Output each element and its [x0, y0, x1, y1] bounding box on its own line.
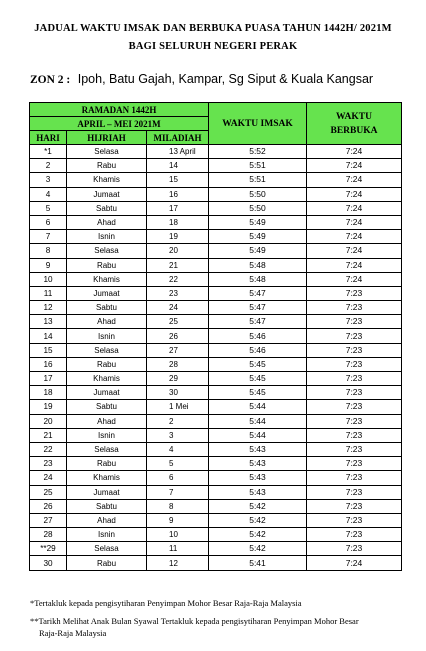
row-berbuka-time: 7:23	[307, 513, 402, 527]
header-hari: HARI	[30, 131, 67, 145]
row-imsak-time: 5:49	[209, 215, 307, 229]
table-row	[30, 315, 402, 329]
row-berbuka-time: 7:23	[307, 471, 402, 485]
row-number: **29	[30, 542, 67, 556]
row-date: 22	[147, 272, 209, 286]
row-day: Jumaat	[67, 187, 147, 201]
row-date: 18	[147, 215, 209, 229]
table-row	[30, 414, 402, 428]
row-date: 12	[147, 556, 209, 570]
header-month: APRIL – MEI 2021M	[30, 117, 209, 131]
row-number: *1	[30, 145, 67, 159]
row-berbuka-time: 7:23	[307, 414, 402, 428]
table-row	[30, 173, 402, 187]
row-number: 14	[30, 329, 67, 343]
row-date: 14	[147, 159, 209, 173]
table-row	[30, 386, 402, 400]
table-row	[30, 329, 402, 343]
row-day: Selasa	[67, 343, 147, 357]
row-imsak-time: 5:43	[209, 485, 307, 499]
table-row	[30, 286, 402, 300]
table-row	[30, 201, 402, 215]
row-number: 18	[30, 386, 67, 400]
row-number: 6	[30, 215, 67, 229]
row-imsak-time: 5:49	[209, 244, 307, 258]
row-number: 27	[30, 513, 67, 527]
row-date: 9	[147, 513, 209, 527]
row-number: 24	[30, 471, 67, 485]
table-row	[30, 215, 402, 229]
row-day: Jumaat	[67, 485, 147, 499]
row-date: 21	[147, 258, 209, 272]
row-berbuka-time: 7:23	[307, 286, 402, 300]
row-day: Sabtu	[67, 301, 147, 315]
row-day: Khamis	[67, 272, 147, 286]
row-day: Khamis	[67, 471, 147, 485]
row-date: 15	[147, 173, 209, 187]
row-number: 7	[30, 230, 67, 244]
row-date: 24	[147, 301, 209, 315]
row-date: 7	[147, 485, 209, 499]
row-imsak-time: 5:48	[209, 258, 307, 272]
table-row	[30, 343, 402, 357]
row-day: Selasa	[67, 244, 147, 258]
zone-places: Ipoh, Batu Gajah, Kampar, Sg Siput & Kuala Kangsar	[77, 72, 374, 86]
footnote-2-line1: **Tarikh Melihat Anak Bulan Syawal Tertakluk kepada pengisytiharan Penyimpan Mohor Besar	[30, 616, 359, 626]
row-number: 28	[30, 528, 67, 542]
row-number: 25	[30, 485, 67, 499]
row-berbuka-time: 7:23	[307, 457, 402, 471]
row-berbuka-time: 7:24	[307, 145, 402, 159]
row-date: 20	[147, 244, 209, 258]
row-imsak-time: 5:46	[209, 329, 307, 343]
table-row	[30, 513, 402, 527]
row-day: Sabtu	[67, 400, 147, 414]
row-date: 25	[147, 315, 209, 329]
row-number: 21	[30, 428, 67, 442]
row-date: 2	[147, 414, 209, 428]
table-row	[30, 457, 402, 471]
row-number: 3	[30, 173, 67, 187]
row-number: 8	[30, 244, 67, 258]
row-day: Ahad	[67, 414, 147, 428]
row-day: Jumaat	[67, 386, 147, 400]
row-number: 11	[30, 286, 67, 300]
row-number: 26	[30, 499, 67, 513]
row-number: 2	[30, 159, 67, 173]
row-imsak-time: 5:44	[209, 414, 307, 428]
table-row	[30, 187, 402, 201]
row-imsak-time: 5:46	[209, 343, 307, 357]
row-berbuka-time: 7:24	[307, 230, 402, 244]
row-berbuka-time: 7:24	[307, 244, 402, 258]
row-day: Isnin	[67, 428, 147, 442]
row-day: Selasa	[67, 145, 147, 159]
row-berbuka-time: 7:23	[307, 301, 402, 315]
row-imsak-time: 5:44	[209, 428, 307, 442]
row-number: 4	[30, 187, 67, 201]
row-day: Rabu	[67, 258, 147, 272]
footnote-1: *Tertakluk kepada pengisytiharan Penyimpan Mohor Besar Raja-Raja Malaysia	[30, 598, 302, 608]
row-date: 3	[147, 428, 209, 442]
row-day: Rabu	[67, 357, 147, 371]
row-number: 23	[30, 457, 67, 471]
row-berbuka-time: 7:23	[307, 329, 402, 343]
row-date: 10	[147, 528, 209, 542]
row-day: Rabu	[67, 457, 147, 471]
table-row	[30, 244, 402, 258]
row-day: Sabtu	[67, 499, 147, 513]
document-subtitle: BAGI SELURUH NEGERI PERAK	[128, 41, 298, 52]
row-date: 23	[147, 286, 209, 300]
table-row	[30, 499, 402, 513]
table-row	[30, 428, 402, 442]
row-imsak-time: 5:47	[209, 315, 307, 329]
row-number: 12	[30, 301, 67, 315]
table-row	[30, 485, 402, 499]
table-row	[30, 258, 402, 272]
row-number: 30	[30, 556, 67, 570]
table-row	[30, 471, 402, 485]
row-berbuka-time: 7:23	[307, 442, 402, 456]
table-row	[30, 230, 402, 244]
row-date: 16	[147, 187, 209, 201]
row-imsak-time: 5:47	[209, 301, 307, 315]
document-title: JADUAL WAKTU IMSAK DAN BERBUKA PUASA TAHUN 1442H/ 2021M	[34, 23, 392, 34]
row-imsak-time: 5:45	[209, 357, 307, 371]
header-hijriah: HIJRIAH	[67, 131, 147, 145]
zone-line	[30, 72, 373, 86]
row-number: 22	[30, 442, 67, 456]
row-berbuka-time: 7:23	[307, 400, 402, 414]
row-number: 17	[30, 372, 67, 386]
row-imsak-time: 5:52	[209, 145, 307, 159]
row-day: Selasa	[67, 542, 147, 556]
row-day: Rabu	[67, 556, 147, 570]
row-day: Ahad	[67, 215, 147, 229]
row-number: 5	[30, 201, 67, 215]
table-row	[30, 442, 402, 456]
row-number: 9	[30, 258, 67, 272]
row-berbuka-time: 7:24	[307, 159, 402, 173]
table-row	[30, 372, 402, 386]
row-imsak-time: 5:42	[209, 499, 307, 513]
row-berbuka-time: 7:23	[307, 528, 402, 542]
row-berbuka-time: 7:24	[307, 272, 402, 286]
row-day: Ahad	[67, 513, 147, 527]
row-imsak-time: 5:43	[209, 457, 307, 471]
row-date: 4	[147, 442, 209, 456]
row-imsak-time: 5:45	[209, 372, 307, 386]
row-berbuka-time: 7:24	[307, 201, 402, 215]
row-imsak-time: 5:41	[209, 556, 307, 570]
row-day: Isnin	[67, 528, 147, 542]
row-number: 15	[30, 343, 67, 357]
row-day: Isnin	[67, 230, 147, 244]
table-row	[30, 556, 402, 570]
row-day: Jumaat	[67, 286, 147, 300]
table-row	[30, 357, 402, 371]
row-day: Khamis	[67, 372, 147, 386]
row-date: 27	[147, 343, 209, 357]
row-date: 5	[147, 457, 209, 471]
row-berbuka-time: 7:23	[307, 357, 402, 371]
header-berbuka	[307, 103, 402, 145]
row-number: 10	[30, 272, 67, 286]
row-date: 19	[147, 230, 209, 244]
row-day: Rabu	[67, 159, 147, 173]
row-date: 28	[147, 357, 209, 371]
row-number: 16	[30, 357, 67, 371]
row-date: 30	[147, 386, 209, 400]
row-date: 11	[147, 542, 209, 556]
row-imsak-time: 5:45	[209, 386, 307, 400]
row-day: Selasa	[67, 442, 147, 456]
row-berbuka-time: 7:23	[307, 499, 402, 513]
row-berbuka-time: 7:23	[307, 386, 402, 400]
table-row	[30, 542, 402, 556]
table-row	[30, 301, 402, 315]
header-imsak: WAKTU IMSAK	[209, 103, 307, 145]
row-day: Isnin	[67, 329, 147, 343]
row-date: 8	[147, 499, 209, 513]
footnote-2	[30, 615, 402, 639]
row-imsak-time: 5:42	[209, 542, 307, 556]
row-imsak-time: 5:51	[209, 173, 307, 187]
row-berbuka-time: 7:24	[307, 215, 402, 229]
row-number: 13	[30, 315, 67, 329]
row-berbuka-time: 7:24	[307, 258, 402, 272]
header-berbuka-line1: WAKTU	[336, 111, 372, 122]
row-imsak-time: 5:43	[209, 442, 307, 456]
row-berbuka-time: 7:24	[307, 173, 402, 187]
schedule-table	[29, 102, 402, 571]
table-row	[30, 400, 402, 414]
row-date: 29	[147, 372, 209, 386]
row-imsak-time: 5:43	[209, 471, 307, 485]
row-berbuka-time: 7:24	[307, 187, 402, 201]
row-imsak-time: 5:49	[209, 230, 307, 244]
table-row	[30, 272, 402, 286]
row-imsak-time: 5:50	[209, 201, 307, 215]
row-berbuka-time: 7:23	[307, 428, 402, 442]
table-row	[30, 145, 402, 159]
table-row	[30, 159, 402, 173]
row-berbuka-time: 7:23	[307, 542, 402, 556]
row-imsak-time: 5:44	[209, 400, 307, 414]
row-date: 17	[147, 201, 209, 215]
row-day: Sabtu	[67, 201, 147, 215]
row-date: 6	[147, 471, 209, 485]
row-date: 26	[147, 329, 209, 343]
row-imsak-time: 5:47	[209, 286, 307, 300]
table-row	[30, 528, 402, 542]
row-berbuka-time: 7:23	[307, 315, 402, 329]
row-number: 19	[30, 400, 67, 414]
row-berbuka-time: 7:23	[307, 372, 402, 386]
row-day: Ahad	[67, 315, 147, 329]
row-berbuka-time: 7:23	[307, 343, 402, 357]
row-number: 20	[30, 414, 67, 428]
schedule-rows	[30, 145, 402, 571]
header-miladiah: MILADIAH	[147, 131, 209, 145]
row-imsak-time: 5:42	[209, 528, 307, 542]
row-day: Khamis	[67, 173, 147, 187]
row-date: 1 Mei	[147, 400, 209, 414]
row-imsak-time: 5:51	[209, 159, 307, 173]
row-berbuka-time: 7:24	[307, 556, 402, 570]
header-berbuka-line2: BERBUKA	[330, 125, 378, 136]
row-berbuka-time: 7:23	[307, 485, 402, 499]
row-imsak-time: 5:50	[209, 187, 307, 201]
row-date: 13 April	[147, 145, 209, 159]
header-ramadan: RAMADAN 1442H	[30, 103, 209, 117]
footnote-2-line2: Raja-Raja Malaysia	[39, 628, 107, 638]
zone-label: ZON 2 :	[30, 74, 71, 86]
row-imsak-time: 5:48	[209, 272, 307, 286]
row-imsak-time: 5:42	[209, 513, 307, 527]
